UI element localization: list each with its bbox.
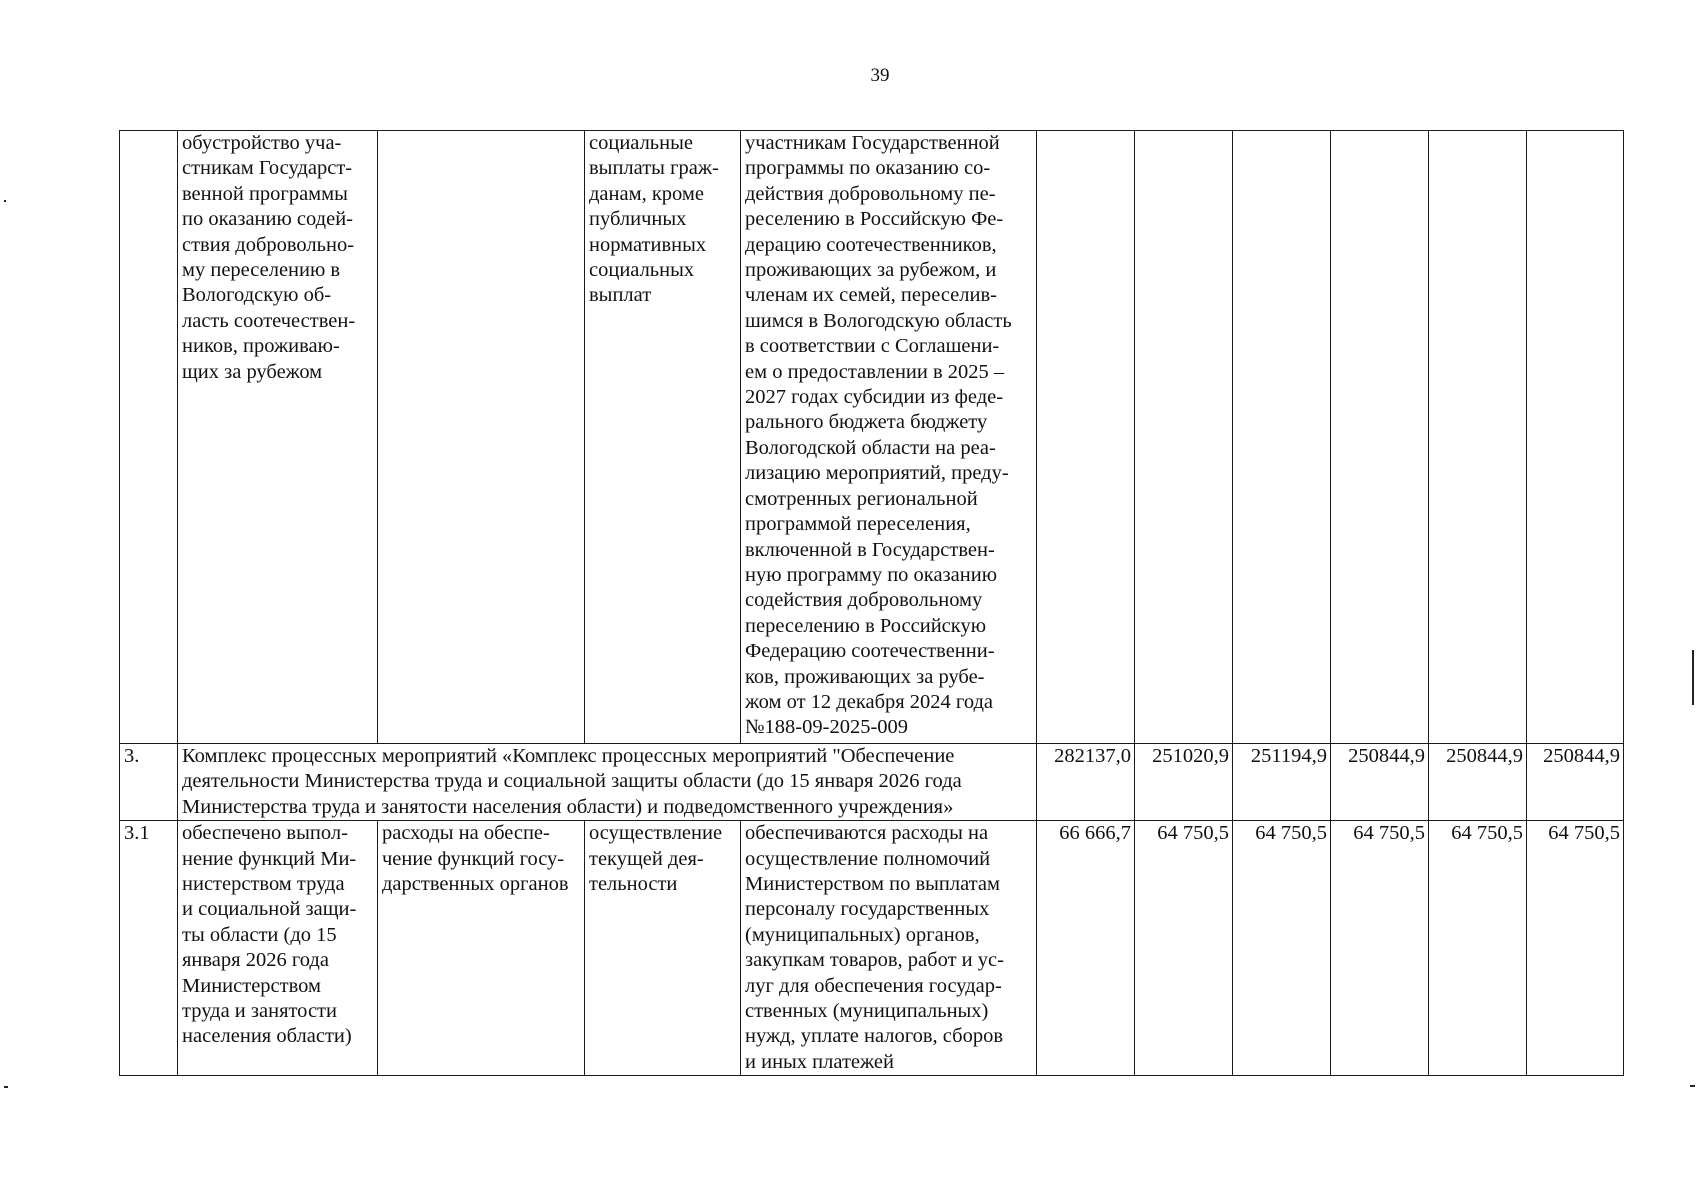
type-cell: осуществление текущей дея- тельности bbox=[585, 821, 741, 1076]
value-cell bbox=[1037, 131, 1135, 744]
value-cell: 250844,9 bbox=[1527, 744, 1624, 821]
row-id bbox=[120, 131, 178, 744]
page-number: 39 bbox=[870, 65, 890, 86]
value-cell bbox=[1527, 131, 1624, 744]
expense-cell: расходы на обеспе- чение функций госу- дарственных органов bbox=[378, 821, 585, 1076]
value-cell: 282137,0 bbox=[1037, 744, 1135, 821]
row-id: 3. bbox=[120, 744, 178, 821]
value-cell: 250844,9 bbox=[1331, 744, 1429, 821]
value-cell: 251020,9 bbox=[1135, 744, 1233, 821]
value-cell bbox=[1135, 131, 1233, 744]
value-cell bbox=[1331, 131, 1429, 744]
scan-edge-mark bbox=[4, 200, 6, 202]
value-cell: 64 750,5 bbox=[1527, 821, 1624, 1076]
value-cell: 66 666,7 bbox=[1037, 821, 1135, 1076]
value-cell: 64 750,5 bbox=[1429, 821, 1527, 1076]
result-cell: обустройство уча- стникам Государст- венной программы по оказанию содей- ствия добровольно- му переселению в Вологодскую об- ласть соотечествен- ников, проживаю- щих за рубежом bbox=[178, 131, 378, 744]
description-cell: участникам Государственной программы по оказанию со- действия добровольному пе- реселению в Российскую Фе- дерацию соотечественников, проживающих за рубежом, и членам их семей, переселив- шимся в Вологодскую область в соответствии с Соглашени- ем о предоставлении в 2025 – 2027 годах субсидии из феде- рального бюджета бюджету Вологодской области на реа- лизацию мероприятий, преду- смотренных региональной программой переселения, включенной в Государствен- ную программу по оказанию содействия добровольному переселению в Российскую Федерацию соотечественни- ков, проживающих за рубе- жом от 12 декабря 2024 года №188-09-2025-009 bbox=[741, 131, 1037, 744]
result-cell: обеспечено выпол- нение функций Ми- нистерством труда и социальной защи- ты области (до 15 января 2026 года Министерством труда и занятости населения области) bbox=[178, 821, 378, 1076]
value-cell: 64 750,5 bbox=[1233, 821, 1331, 1076]
scan-edge-mark bbox=[1690, 1085, 1695, 1087]
value-cell: 64 750,5 bbox=[1135, 821, 1233, 1076]
table-row bbox=[120, 821, 1624, 1076]
expense-cell bbox=[378, 131, 585, 744]
scan-edge-mark bbox=[1692, 650, 1694, 705]
value-cell bbox=[1429, 131, 1527, 744]
type-cell: социальные выплаты граж- данам, кроме публичных нормативных социальных выплат bbox=[585, 131, 741, 744]
value-cell: 250844,9 bbox=[1429, 744, 1527, 821]
table-row bbox=[120, 131, 1624, 744]
row-id: 3.1 bbox=[120, 821, 178, 1076]
description-cell: обеспечиваются расходы на осуществление полномочий Министерством по выплатам персоналу государственных (муниципальных) органов, закупкам товаров, работ и ус- луг для обеспечения государ- ственных (муниципальных) нужд, уплате налогов, сборов и иных платежей bbox=[741, 821, 1037, 1076]
table-row bbox=[120, 744, 1624, 821]
value-cell: 251194,9 bbox=[1233, 744, 1331, 821]
value-cell bbox=[1233, 131, 1331, 744]
budget-table bbox=[119, 130, 1624, 1076]
value-cell: 64 750,5 bbox=[1331, 821, 1429, 1076]
scan-edge-mark bbox=[4, 1086, 8, 1088]
complex-title-cell: Комплекс процессных мероприятий «Комплекс процессных мероприятий "Обеспечение деятельности Министерства труда и социальной защиты области (до 15 января 2026 года Министерства труда и занятости населения области) и подведомственного учреждения» bbox=[178, 744, 1037, 821]
